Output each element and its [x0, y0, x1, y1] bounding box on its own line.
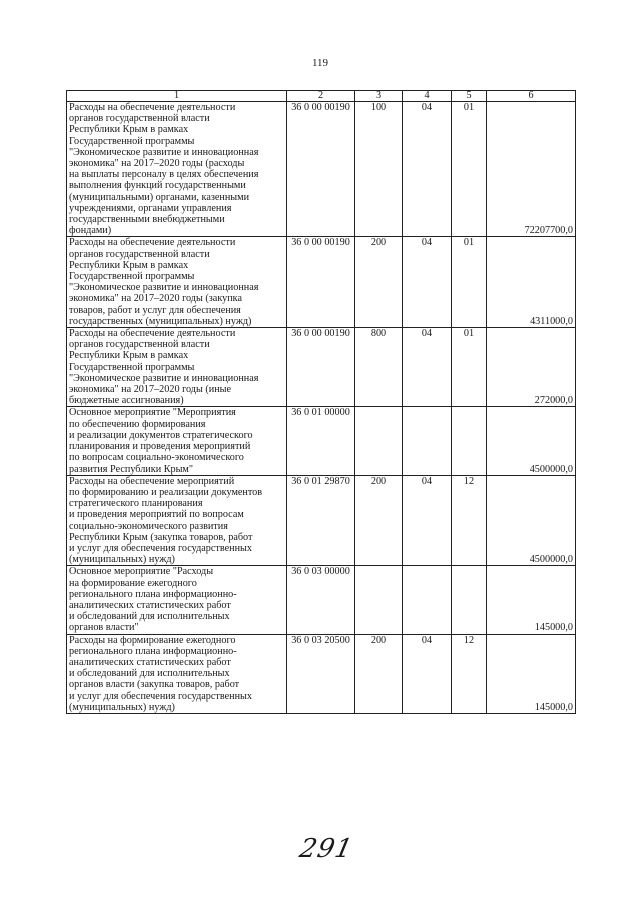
row-col-5: 12 — [452, 475, 487, 566]
row-name: Расходы на обеспечение деятельности органов государственной власти Республики Крым в рамках Государственной программы "Экономическое развитие и инновационная экономика" на 2017–2020 годы (расходы на выплаты персоналу в целях обеспечения выполнения функций государственными (муниципальными) органами, казенными учреждениями, органами управления государственными внебюджетными фондами) — [67, 102, 287, 237]
row-col-4 — [403, 407, 452, 475]
row-col-5: 01 — [452, 328, 487, 407]
row-amount: 72207700,0 — [487, 102, 576, 237]
row-col-4: 04 — [403, 328, 452, 407]
handwritten-page-number: 291 — [296, 834, 356, 864]
row-col-3: 200 — [355, 634, 403, 713]
row-col-4: 04 — [403, 237, 452, 328]
row-name: Расходы на обеспечение деятельности органов государственной власти Республики Крым в рамках Государственной программы "Экономическое развитие и инновационная экономика" на 2017–2020 годы (иные бюджетные ассигнования) — [67, 328, 287, 407]
row-col-4: 04 — [403, 475, 452, 566]
row-col-4: 04 — [403, 634, 452, 713]
row-col-5 — [452, 566, 487, 634]
header-col-2: 2 — [287, 91, 355, 102]
row-col-5: 01 — [452, 102, 487, 237]
table-row — [67, 237, 576, 328]
row-code: 36 0 03 20500 — [287, 634, 355, 713]
table-row — [67, 407, 576, 475]
row-name: Расходы на формирование ежегодного регионального плана информационно- аналитических статистических работ и обследований для исполнительных органов власти (закупка товаров, работ и услуг для обеспечения государственных (муниципальных) нужд) — [67, 634, 287, 713]
row-name: Основное мероприятие "Мероприятия по обеспечению формирования и реализации документов стратегического планирования и проведения мероприятий по вопросам социально-экономического развития Республики Крым" — [67, 407, 287, 475]
row-code: 36 0 00 00190 — [287, 328, 355, 407]
row-amount: 4500000,0 — [487, 407, 576, 475]
row-amount: 145000,0 — [487, 634, 576, 713]
row-amount: 145000,0 — [487, 566, 576, 634]
row-code: 36 0 00 00190 — [287, 237, 355, 328]
row-col-3 — [355, 407, 403, 475]
row-amount: 4311000,0 — [487, 237, 576, 328]
header-col-1: 1 — [67, 91, 287, 102]
row-code: 36 0 00 00190 — [287, 102, 355, 237]
row-col-4 — [403, 566, 452, 634]
table-row — [67, 475, 576, 566]
row-col-3: 100 — [355, 102, 403, 237]
row-col-4: 04 — [403, 102, 452, 237]
budget-table — [66, 90, 576, 714]
row-col-3: 200 — [355, 475, 403, 566]
row-code: 36 0 01 00000 — [287, 407, 355, 475]
header-col-4: 4 — [403, 91, 452, 102]
table-row — [67, 102, 576, 237]
row-name: Расходы на обеспечение мероприятий по формированию и реализации документов стратегического планирования и проведения мероприятий по вопросам социально-экономического развития Республики Крым (закупка товаров, работ и услуг для обеспечения государственных (муниципальных) нужд) — [67, 475, 287, 566]
row-col-3: 200 — [355, 237, 403, 328]
header-col-3: 3 — [355, 91, 403, 102]
header-col-5: 5 — [452, 91, 487, 102]
table-header-row — [67, 91, 576, 102]
header-col-6: 6 — [487, 91, 576, 102]
page-number: 119 — [311, 57, 329, 69]
row-col-3 — [355, 566, 403, 634]
table-row — [67, 566, 576, 634]
row-col-5: 12 — [452, 634, 487, 713]
row-amount: 272000,0 — [487, 328, 576, 407]
row-col-3: 800 — [355, 328, 403, 407]
table-row — [67, 634, 576, 713]
row-name: Основное мероприятие "Расходы на формирование ежегодного регионального плана информационно- аналитических статистических работ и обследований для исполнительных органов власти" — [67, 566, 287, 634]
row-col-5: 01 — [452, 237, 487, 328]
row-code: 36 0 01 29870 — [287, 475, 355, 566]
row-col-5 — [452, 407, 487, 475]
table-row — [67, 328, 576, 407]
row-name: Расходы на обеспечение деятельности органов государственной власти Республики Крым в рамках Государственной программы "Экономическое развитие и инновационная экономика" на 2017–2020 годы (закупка товаров, работ и услуг для обеспечения государственных (муниципальных) нужд) — [67, 237, 287, 328]
row-amount: 4500000,0 — [487, 475, 576, 566]
row-code: 36 0 03 00000 — [287, 566, 355, 634]
